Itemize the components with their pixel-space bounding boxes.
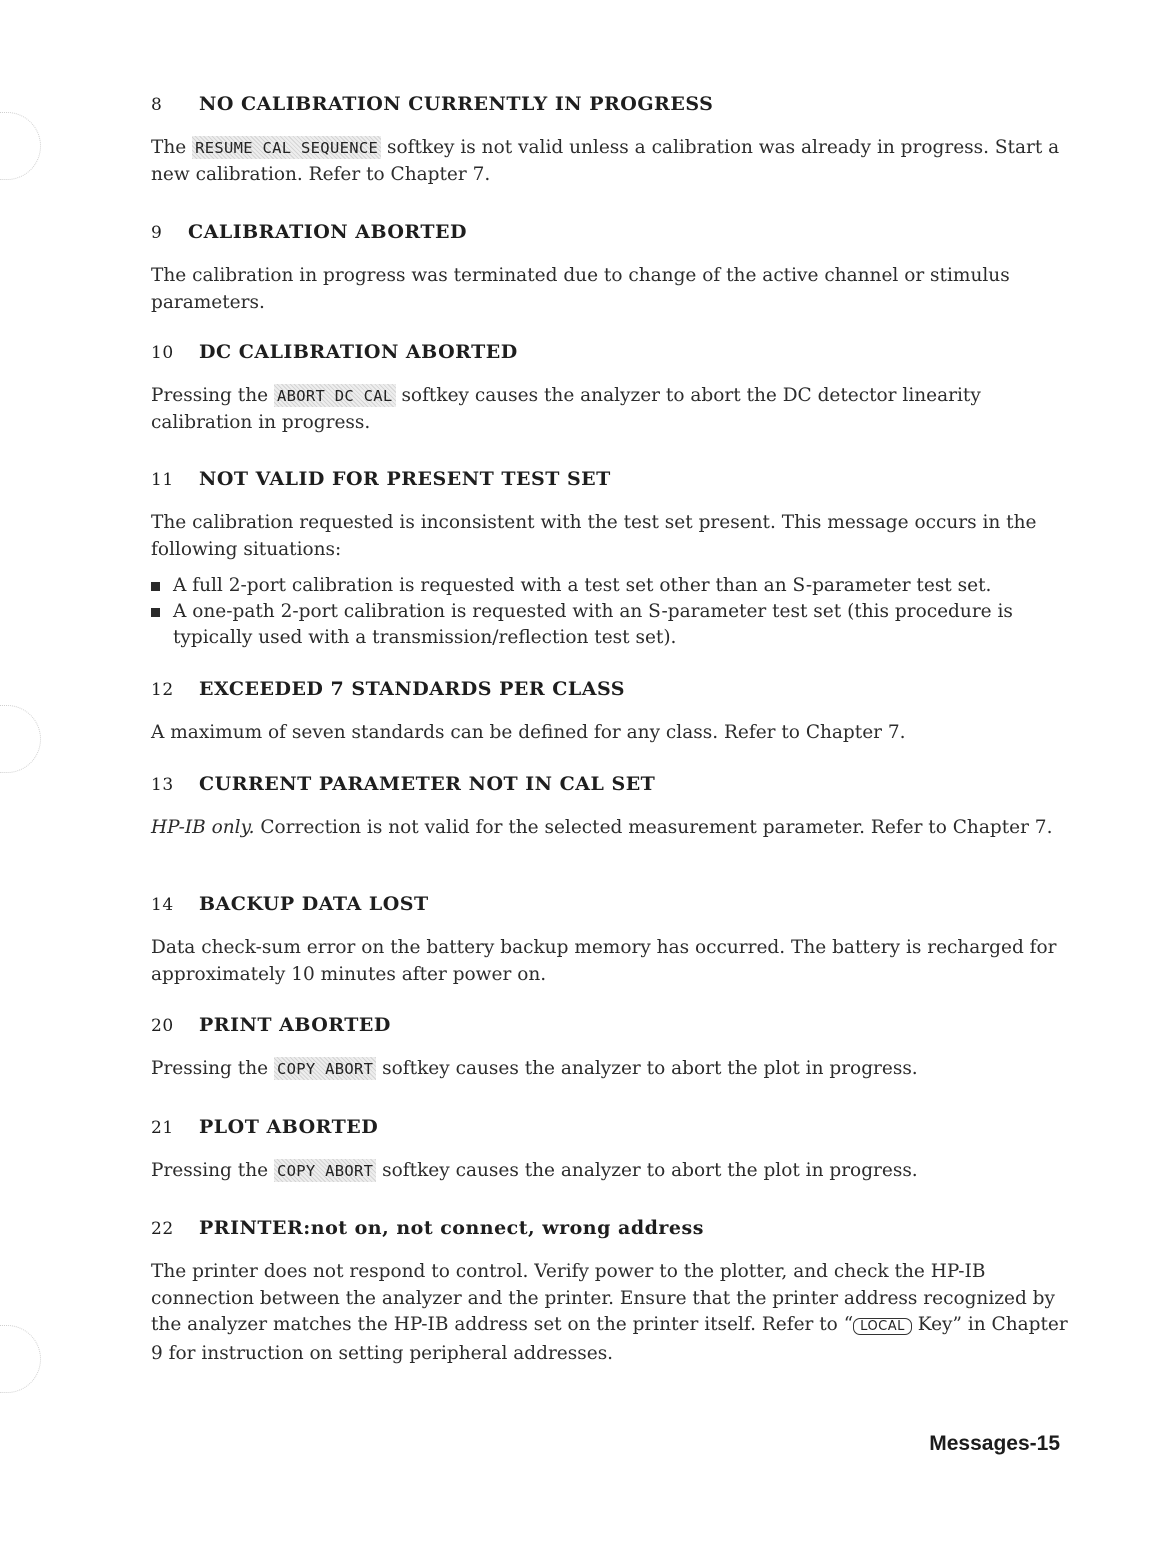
message-title: DC CALIBRATION ABORTED [199,341,518,363]
softkey-copy-abort: COPY ABORT [274,1057,376,1080]
text-run: Key” in Chapter 9 for instruction on setting peripheral addresses. [151,1314,1068,1364]
page-number: Messages-15 [929,1432,1060,1455]
binder-hole [0,112,41,180]
message-entry-20 [151,1013,1071,1083]
message-description: A maximum of seven standards can be defined for any class. Refer to Chapter 7. [151,722,906,743]
hardkey-local: LOCAL [853,1318,912,1335]
message-description [151,815,1071,842]
text-run: softkey causes the analyzer to abort the plot in progress. [376,1058,918,1079]
message-heading [151,1216,1071,1241]
message-entry-10 [151,340,1071,436]
list-item [151,573,1071,599]
message-description: The calibration in progress was terminated due to change of the active channel or stimulus parameters. [151,265,1010,313]
message-entry-21 [151,1115,1071,1185]
message-entry-8 [151,92,1071,188]
message-description [151,1158,1071,1185]
message-title: PRINT ABORTED [199,1014,391,1036]
message-title: EXCEEDED 7 STANDARDS PER CLASS [199,678,626,700]
message-entry-13 [151,772,1071,842]
message-entry-9 [151,220,1071,316]
list-item-text: A full 2-port calibration is requested with a test set other than an S-parameter test set. [173,575,992,596]
text-run: Pressing the [151,1160,274,1181]
message-title: NO CALIBRATION CURRENTLY IN PROGRESS [199,93,714,115]
hpib-only-note: HP-IB only. [151,817,255,838]
message-number: 11 [151,470,174,490]
message-title: CALIBRATION ABORTED [188,221,467,243]
message-heading [151,677,1071,702]
text-run: The [151,137,193,158]
message-heading [151,892,1071,917]
list-item [151,599,1071,651]
message-title: PRINTER:not on, not connect, wrong address [199,1217,704,1239]
binder-hole [0,705,41,773]
message-entry-12 [151,677,1071,747]
message-number: 12 [151,680,174,700]
softkey-copy-abort: COPY ABORT [274,1159,376,1182]
message-description [151,1056,1071,1083]
message-number: 8 [151,95,163,115]
text-run: The printer does not respond to control. Verify power to the plotter, and check the HP-IB connection between the analyzer and the printer. Ensure that the printer address recognized by the analyzer matches the HP-IB address set on the printer itself. Refer to “ [151,1261,1055,1335]
message-heading [151,220,1071,245]
message-heading [151,1013,1071,1038]
message-entry-11 [151,467,1071,651]
text-run: softkey causes the analyzer to abort the DC detector linearity calibration in progress. [151,385,981,433]
softkey-resume-cal-sequence: RESUME CAL SEQUENCE [192,136,381,159]
message-number: 21 [151,1118,174,1138]
bullet-icon [151,608,160,617]
softkey-abort-dc-cal: ABORT DC CAL [274,384,396,407]
bullet-icon [151,582,160,591]
message-heading [151,772,1071,797]
message-title: CURRENT PARAMETER NOT IN CAL SET [199,773,656,795]
text-run: Pressing the [151,1058,274,1079]
message-heading [151,340,1071,365]
message-heading [151,92,1071,117]
message-title: BACKUP DATA LOST [199,893,429,915]
message-title: PLOT ABORTED [199,1116,379,1138]
text-run: Correction is not valid for the selected measurement parameter. Refer to Chapter 7. [254,817,1053,838]
message-number: 20 [151,1016,174,1036]
message-number: 10 [151,343,174,363]
message-number: 13 [151,775,174,795]
text-run: softkey causes the analyzer to abort the plot in progress. [376,1160,918,1181]
message-heading [151,1115,1071,1140]
message-heading [151,467,1071,492]
message-description [151,383,1071,436]
message-description: Data check-sum error on the battery backup memory has occurred. The battery is recharged for approximately 10 minutes after power on. [151,937,1057,985]
message-number: 14 [151,895,174,915]
message-entry-14 [151,892,1071,988]
message-title: NOT VALID FOR PRESENT TEST SET [199,468,611,490]
list-item-text: A one-path 2-port calibration is requested with an S-parameter test set (this procedure is typically used with a transmission/reflection test set). [173,601,1013,648]
message-number: 22 [151,1219,174,1239]
message-description: The calibration requested is inconsistent with the test set present. This message occurs in the following situations: [151,512,1037,560]
bullet-list [151,573,1071,651]
message-description [151,1259,1071,1367]
text-run: softkey is not valid unless a calibration was already in progress. Start a new calibration. Refer to Chapter 7. [151,137,1060,185]
message-description [151,135,1071,188]
binder-hole [0,1325,41,1393]
message-entry-22 [151,1216,1071,1367]
message-number: 9 [151,223,163,243]
text-run: Pressing the [151,385,274,406]
